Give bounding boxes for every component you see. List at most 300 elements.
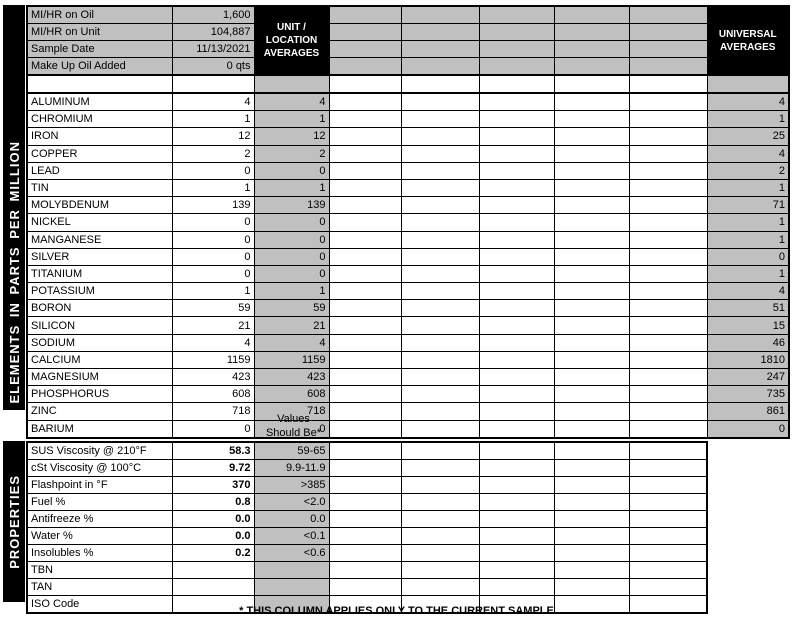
element-unit-average: 4 — [254, 93, 329, 111]
history-sample-cell — [479, 545, 554, 562]
history-sample-cell — [329, 93, 401, 111]
element-universal-average: 46 — [707, 334, 789, 351]
header-label: Make Up Oil Added — [27, 58, 172, 76]
history-sample-cell — [401, 511, 479, 528]
history-sample-cell — [479, 477, 554, 494]
spacer-cell — [254, 75, 329, 93]
property-row — [27, 460, 707, 477]
universal-averages-header — [707, 6, 789, 75]
element-current-value: 1 — [172, 111, 254, 128]
element-row — [27, 386, 789, 403]
property-should-be: 59-65 — [254, 442, 329, 460]
history-sample-cell — [329, 562, 401, 579]
element-unit-average: 1 — [254, 283, 329, 300]
values-should-be-line1: Values — [277, 413, 310, 425]
history-sample-cell — [479, 403, 554, 420]
history-sample-cell — [554, 511, 629, 528]
history-sample-cell — [329, 41, 401, 58]
element-name: MANGANESE — [27, 231, 172, 248]
history-sample-cell — [479, 562, 554, 579]
element-universal-average: 1 — [707, 265, 789, 282]
history-sample-cell — [554, 93, 629, 111]
property-name: TBN — [27, 562, 172, 579]
history-sample-cell — [479, 386, 554, 403]
history-sample-cell — [479, 511, 554, 528]
history-sample-cell — [479, 369, 554, 386]
element-universal-average: 1 — [707, 179, 789, 196]
history-sample-cell — [629, 317, 707, 334]
property-name: cSt Viscosity @ 100°C — [27, 460, 172, 477]
element-row — [27, 300, 789, 317]
element-current-value: 718 — [172, 403, 254, 420]
property-row — [27, 545, 707, 562]
element-current-value: 4 — [172, 93, 254, 111]
element-universal-average: 1 — [707, 214, 789, 231]
element-universal-average: 25 — [707, 128, 789, 145]
history-sample-cell — [401, 386, 479, 403]
history-sample-cell — [554, 545, 629, 562]
element-unit-average: 0 — [254, 231, 329, 248]
history-sample-cell — [554, 283, 629, 300]
history-sample-cell — [629, 179, 707, 196]
history-sample-cell — [329, 511, 401, 528]
property-current-value: 0.0 — [172, 528, 254, 545]
element-universal-average: 1 — [707, 231, 789, 248]
element-unit-average: 0 — [254, 420, 329, 438]
history-sample-cell — [329, 460, 401, 477]
element-name: SODIUM — [27, 334, 172, 351]
spacer-cell — [629, 75, 707, 93]
history-sample-cell — [554, 24, 629, 41]
element-row — [27, 369, 789, 386]
history-sample-cell — [554, 162, 629, 179]
element-unit-average: 0 — [254, 248, 329, 265]
element-row — [27, 111, 789, 128]
property-current-value — [172, 579, 254, 596]
element-current-value: 608 — [172, 386, 254, 403]
history-sample-cell — [329, 403, 401, 420]
history-sample-cell — [329, 494, 401, 511]
history-sample-cell — [329, 477, 401, 494]
element-name: BARIUM — [27, 420, 172, 438]
element-current-value: 0 — [172, 420, 254, 438]
element-name: NICKEL — [27, 214, 172, 231]
property-name: ISO Code — [27, 596, 172, 614]
history-sample-cell — [629, 58, 707, 76]
history-sample-cell — [401, 6, 479, 24]
element-universal-average: 15 — [707, 317, 789, 334]
element-name: MAGNESIUM — [27, 369, 172, 386]
property-name: Insolubles % — [27, 545, 172, 562]
history-sample-cell — [554, 265, 629, 282]
history-sample-cell — [401, 351, 479, 368]
history-sample-cell — [479, 300, 554, 317]
spacer-cell — [707, 75, 789, 93]
header-label: MI/HR on Unit — [27, 24, 172, 41]
history-sample-cell — [479, 197, 554, 214]
history-sample-cell — [554, 460, 629, 477]
universal-averages-line: UNIVERSAL — [718, 28, 777, 40]
element-universal-average: 71 — [707, 197, 789, 214]
history-sample-cell — [554, 477, 629, 494]
element-name: ZINC — [27, 403, 172, 420]
history-sample-cell — [479, 283, 554, 300]
history-sample-cell — [329, 442, 401, 460]
history-sample-cell — [329, 300, 401, 317]
element-name: TITANIUM — [27, 265, 172, 282]
history-sample-cell — [329, 111, 401, 128]
history-sample-cell — [554, 386, 629, 403]
history-sample-cell — [629, 300, 707, 317]
property-should-be: <0.1 — [254, 528, 329, 545]
history-sample-cell — [554, 214, 629, 231]
history-sample-cell — [329, 545, 401, 562]
history-sample-cell — [401, 128, 479, 145]
history-sample-cell — [629, 231, 707, 248]
history-sample-cell — [401, 579, 479, 596]
history-sample-cell — [554, 403, 629, 420]
property-name: TAN — [27, 579, 172, 596]
elements-table — [26, 5, 790, 439]
history-sample-cell — [629, 460, 707, 477]
history-sample-cell — [629, 442, 707, 460]
unit-location-averages-line: LOCATION — [265, 35, 318, 46]
element-unit-average: 608 — [254, 386, 329, 403]
property-row — [27, 562, 707, 579]
history-sample-cell — [401, 265, 479, 282]
history-sample-cell — [629, 562, 707, 579]
history-sample-cell — [554, 300, 629, 317]
element-current-value: 59 — [172, 300, 254, 317]
element-name: COPPER — [27, 145, 172, 162]
element-unit-average: 0 — [254, 214, 329, 231]
history-sample-cell — [329, 248, 401, 265]
element-name: BORON — [27, 300, 172, 317]
history-sample-cell — [629, 511, 707, 528]
spacer-cell — [172, 75, 254, 93]
unit-location-averages-line: AVERAGES — [263, 48, 320, 59]
property-row — [27, 442, 707, 460]
element-unit-average: 423 — [254, 369, 329, 386]
element-current-value: 1 — [172, 283, 254, 300]
history-sample-cell — [554, 231, 629, 248]
history-sample-cell — [629, 477, 707, 494]
history-sample-cell — [479, 528, 554, 545]
property-should-be — [254, 579, 329, 596]
history-sample-cell — [401, 528, 479, 545]
history-sample-cell — [479, 231, 554, 248]
spacer-cell — [329, 75, 401, 93]
spacer-cell — [401, 75, 479, 93]
history-sample-cell — [629, 579, 707, 596]
history-sample-cell — [554, 6, 629, 24]
history-sample-cell — [629, 128, 707, 145]
element-current-value: 0 — [172, 231, 254, 248]
history-sample-cell — [629, 145, 707, 162]
spacer-row — [27, 75, 789, 93]
header-row — [27, 58, 789, 76]
element-current-value: 0 — [172, 162, 254, 179]
header-label: MI/HR on Oil — [27, 6, 172, 24]
history-sample-cell — [401, 369, 479, 386]
history-sample-cell — [401, 162, 479, 179]
history-sample-cell — [629, 334, 707, 351]
history-sample-cell — [401, 460, 479, 477]
elements-section-label: ELEMENTS IN PARTS PER MILLION — [6, 140, 22, 403]
element-universal-average: 1 — [707, 111, 789, 128]
history-sample-cell — [554, 248, 629, 265]
element-unit-average: 4 — [254, 334, 329, 351]
unit-location-averages-header — [254, 6, 329, 75]
history-sample-cell — [401, 197, 479, 214]
properties-table — [26, 441, 708, 614]
history-sample-cell — [401, 477, 479, 494]
history-sample-cell — [401, 231, 479, 248]
element-current-value: 2 — [172, 145, 254, 162]
header-row — [27, 41, 789, 58]
history-sample-cell — [329, 265, 401, 282]
property-current-value: 58.3 — [172, 442, 254, 460]
element-universal-average: 0 — [707, 420, 789, 438]
history-sample-cell — [629, 283, 707, 300]
history-sample-cell — [479, 460, 554, 477]
property-current-value — [172, 562, 254, 579]
element-row — [27, 162, 789, 179]
element-current-value: 4 — [172, 334, 254, 351]
element-current-value: 0 — [172, 265, 254, 282]
history-sample-cell — [401, 442, 479, 460]
property-name: SUS Viscosity @ 210°F — [27, 442, 172, 460]
property-current-value: 0.0 — [172, 511, 254, 528]
history-sample-cell — [629, 494, 707, 511]
history-sample-cell — [479, 494, 554, 511]
element-name: SILICON — [27, 317, 172, 334]
element-unit-average: 139 — [254, 197, 329, 214]
header-value: 0 qts — [172, 58, 254, 76]
history-sample-cell — [329, 162, 401, 179]
element-row — [27, 317, 789, 334]
history-sample-cell — [554, 128, 629, 145]
element-current-value: 423 — [172, 369, 254, 386]
element-universal-average: 0 — [707, 248, 789, 265]
history-sample-cell — [401, 24, 479, 41]
history-sample-cell — [554, 317, 629, 334]
element-universal-average: 247 — [707, 369, 789, 386]
history-sample-cell — [629, 93, 707, 111]
history-sample-cell — [329, 128, 401, 145]
history-sample-cell — [554, 442, 629, 460]
element-row — [27, 197, 789, 214]
element-universal-average: 1810 — [707, 351, 789, 368]
history-sample-cell — [554, 111, 629, 128]
element-row — [27, 93, 789, 111]
property-name: Fuel % — [27, 494, 172, 511]
history-sample-cell — [479, 58, 554, 76]
property-should-be: 9.9-11.9 — [254, 460, 329, 477]
element-current-value: 139 — [172, 197, 254, 214]
history-sample-cell — [554, 145, 629, 162]
property-should-be: 0.0 — [254, 511, 329, 528]
history-sample-cell — [629, 386, 707, 403]
history-sample-cell — [629, 351, 707, 368]
property-should-be — [254, 562, 329, 579]
element-current-value: 1159 — [172, 351, 254, 368]
property-name: Flashpoint in °F — [27, 477, 172, 494]
element-row — [27, 128, 789, 145]
element-universal-average: 4 — [707, 145, 789, 162]
history-sample-cell — [554, 351, 629, 368]
values-should-be-note — [255, 412, 332, 440]
history-sample-cell — [401, 317, 479, 334]
element-unit-average: 2 — [254, 145, 329, 162]
history-sample-cell — [479, 442, 554, 460]
element-name: PHOSPHORUS — [27, 386, 172, 403]
history-sample-cell — [479, 41, 554, 58]
element-universal-average: 51 — [707, 300, 789, 317]
element-row — [27, 214, 789, 231]
history-sample-cell — [329, 351, 401, 368]
history-sample-cell — [479, 24, 554, 41]
history-sample-cell — [401, 283, 479, 300]
history-sample-cell — [401, 300, 479, 317]
history-sample-cell — [401, 41, 479, 58]
history-sample-cell — [479, 351, 554, 368]
history-sample-cell — [479, 420, 554, 438]
property-name: Water % — [27, 528, 172, 545]
element-current-value: 0 — [172, 248, 254, 265]
history-sample-cell — [479, 6, 554, 24]
history-sample-cell — [629, 197, 707, 214]
spacer-cell — [479, 75, 554, 93]
history-sample-cell — [554, 179, 629, 196]
history-sample-cell — [401, 93, 479, 111]
history-sample-cell — [554, 197, 629, 214]
history-sample-cell — [401, 248, 479, 265]
element-row — [27, 265, 789, 282]
property-row — [27, 511, 707, 528]
history-sample-cell — [629, 162, 707, 179]
element-unit-average: 1 — [254, 179, 329, 196]
history-sample-cell — [629, 6, 707, 24]
history-sample-cell — [401, 58, 479, 76]
history-sample-cell — [329, 579, 401, 596]
element-unit-average: 1159 — [254, 351, 329, 368]
history-sample-cell — [554, 369, 629, 386]
element-current-value: 1 — [172, 179, 254, 196]
property-row — [27, 494, 707, 511]
history-sample-cell — [329, 6, 401, 24]
history-sample-cell — [401, 494, 479, 511]
history-sample-cell — [479, 214, 554, 231]
element-name: CHROMIUM — [27, 111, 172, 128]
element-row — [27, 351, 789, 368]
history-sample-cell — [629, 420, 707, 438]
history-sample-cell — [329, 214, 401, 231]
element-name: SILVER — [27, 248, 172, 265]
element-unit-average: 718 — [254, 403, 329, 420]
history-sample-cell — [479, 248, 554, 265]
history-sample-cell — [479, 128, 554, 145]
element-name: MOLYBDENUM — [27, 197, 172, 214]
element-unit-average: 59 — [254, 300, 329, 317]
header-value: 104,887 — [172, 24, 254, 41]
history-sample-cell — [479, 579, 554, 596]
history-sample-cell — [479, 162, 554, 179]
history-sample-cell — [329, 386, 401, 403]
values-should-be-line2: Should Be* — [265, 427, 322, 439]
history-sample-cell — [329, 369, 401, 386]
element-unit-average: 12 — [254, 128, 329, 145]
header-row — [27, 24, 789, 41]
element-name: ALUMINUM — [27, 93, 172, 111]
property-current-value: 9.72 — [172, 460, 254, 477]
element-universal-average: 861 — [707, 403, 789, 420]
history-sample-cell — [401, 334, 479, 351]
element-row — [27, 179, 789, 196]
property-row — [27, 477, 707, 494]
history-sample-cell — [554, 528, 629, 545]
element-unit-average: 21 — [254, 317, 329, 334]
history-sample-cell — [329, 58, 401, 76]
property-current-value: 0.8 — [172, 494, 254, 511]
element-universal-average: 2 — [707, 162, 789, 179]
history-sample-cell — [629, 248, 707, 265]
history-sample-cell — [554, 562, 629, 579]
element-current-value: 21 — [172, 317, 254, 334]
history-sample-cell — [479, 265, 554, 282]
header-label: Sample Date — [27, 41, 172, 58]
history-sample-cell — [629, 528, 707, 545]
property-row — [27, 579, 707, 596]
history-sample-cell — [329, 420, 401, 438]
property-should-be: >385 — [254, 477, 329, 494]
element-universal-average: 4 — [707, 283, 789, 300]
element-name: POTASSIUM — [27, 283, 172, 300]
history-sample-cell — [329, 24, 401, 41]
history-sample-cell — [329, 283, 401, 300]
properties-section-label: PROPERTIES — [6, 474, 22, 569]
history-sample-cell — [629, 265, 707, 282]
element-row — [27, 145, 789, 162]
element-name: CALCIUM — [27, 351, 172, 368]
spacer-cell — [27, 75, 172, 93]
history-sample-cell — [554, 58, 629, 76]
history-sample-cell — [554, 494, 629, 511]
element-universal-average: 4 — [707, 93, 789, 111]
history-sample-cell — [401, 145, 479, 162]
universal-averages-line: AVERAGES — [720, 41, 776, 53]
history-sample-cell — [554, 420, 629, 438]
element-unit-average: 0 — [254, 265, 329, 282]
header-row — [27, 6, 789, 24]
history-sample-cell — [629, 545, 707, 562]
history-sample-cell — [479, 334, 554, 351]
elements-section-sidebar — [3, 5, 25, 410]
history-sample-cell — [401, 214, 479, 231]
element-row — [27, 403, 789, 420]
history-sample-cell — [401, 545, 479, 562]
history-sample-cell — [329, 334, 401, 351]
history-sample-cell — [629, 214, 707, 231]
header-value: 11/13/2021 — [172, 41, 254, 58]
history-sample-cell — [479, 111, 554, 128]
element-row — [27, 334, 789, 351]
property-current-value: 370 — [172, 477, 254, 494]
history-sample-cell — [629, 369, 707, 386]
element-row — [27, 248, 789, 265]
footer-note: * THIS COLUMN APPLIES ONLY TO THE CURRENT SAMPLE — [239, 605, 554, 617]
history-sample-cell — [329, 145, 401, 162]
